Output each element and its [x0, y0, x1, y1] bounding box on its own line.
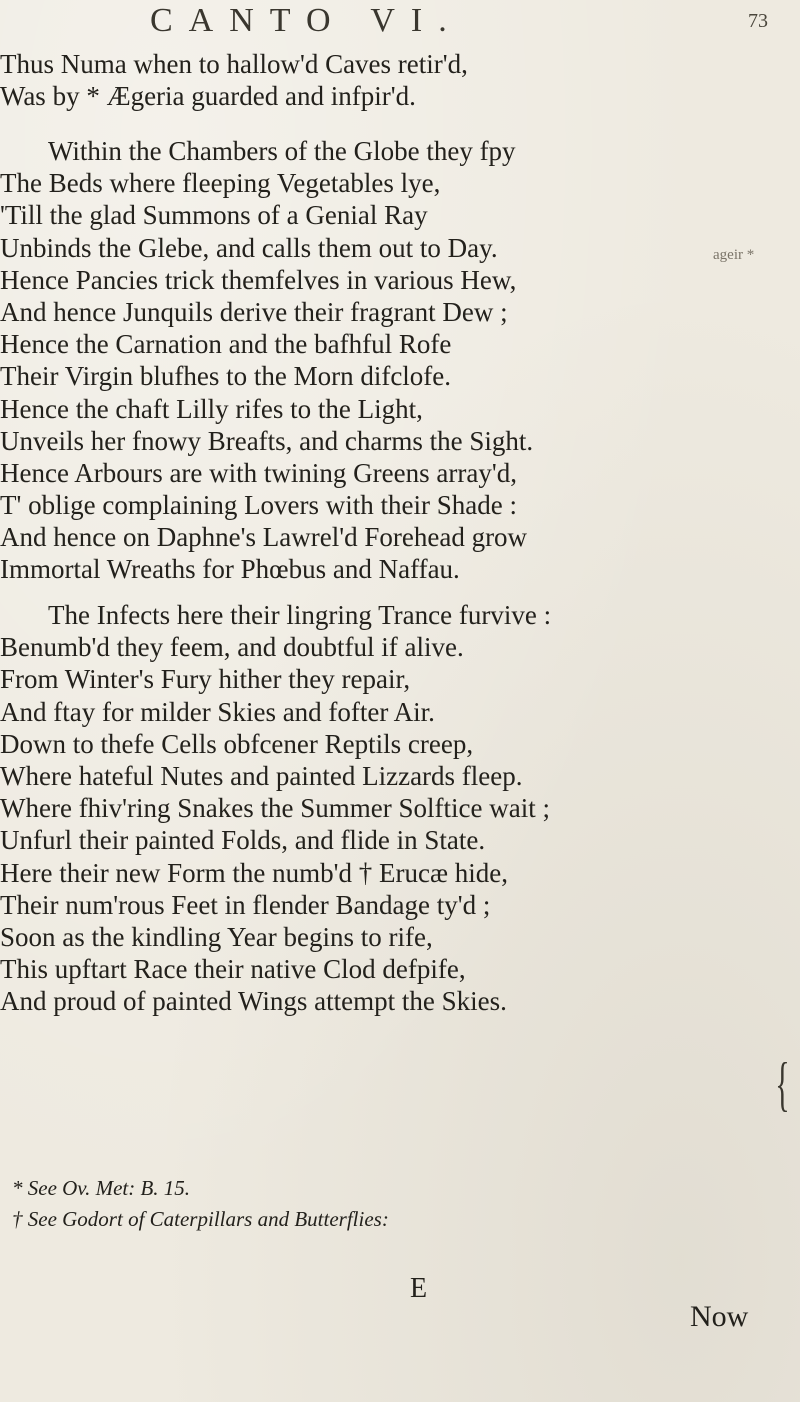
page-header [0, 0, 800, 46]
verse-line: T' oblige complaining Lovers with their Shade : [0, 490, 518, 521]
stanza-3 [0, 599, 790, 1017]
verse-line: And ftay for milder Skies and fofter Air. [0, 696, 435, 727]
verse-line: Here their new Form the numb'd † Erucæ hide, [0, 857, 508, 888]
verse-line: Unbinds the Glebe, and calls them out to Day. [0, 232, 498, 263]
verse-line: And proud of painted Wings attempt the Skies. [0, 986, 507, 1017]
verse-line: Hence Pancies trick themfelves in various Hew, [0, 264, 517, 295]
footnote: † See Godort of Caterpillars and Butterflies: [12, 1207, 389, 1231]
verse-line: Within the Chambers of the Globe they fpy [48, 136, 516, 166]
stanza-2 [0, 135, 790, 586]
verse-line: Benumb'd they feem, and doubtful if alive. [0, 632, 464, 663]
signature-mark: E [410, 1273, 428, 1304]
verse-line: This upftart Race their native Clod defpife, [0, 954, 466, 985]
verse-line: Their Virgin blufhes to the Morn difclofe. [0, 361, 452, 392]
verse-line: And hence on Daphne's Lawrel'd Forehead grow [0, 522, 528, 553]
footnote: * See Ov. Met: B. 15. [12, 1176, 191, 1200]
verse-line: The Beds where fleeping Vegetables lye, [0, 168, 441, 199]
verse-line: Hence Arbours are with twining Greens array'd, [0, 457, 517, 488]
verse-line: Where hateful Nutes and painted Lizzards fleep. [0, 760, 523, 791]
catchword: Now [690, 1300, 749, 1333]
canto-title: CANTO VI. [150, 2, 463, 39]
verse-line: Thus Numa when to hallow'd Caves retir'd, [0, 49, 468, 79]
verse-line: Immortal Wreaths for Phœbus and Naffau. [0, 554, 460, 585]
verse-line: The Infects here their lingring Trance furvive : [48, 600, 552, 630]
verse-line: And hence Junquils derive their fragrant Dew ; [0, 296, 508, 327]
verse-line: Unveils her fnowy Breafts, and charms the Sight. [0, 425, 534, 456]
verse-line: Was by * Ægeria guarded and infpir'd. [0, 81, 416, 112]
margin-mark: ageir * [713, 247, 755, 263]
verse-line: Hence the chaft Lilly rifes to the Light, [0, 393, 423, 424]
page-number: 73 [748, 10, 768, 32]
footnotes [12, 1173, 732, 1235]
verse-line: Unfurl their painted Folds, and flide in State. [0, 825, 486, 856]
verse-line: Hence the Carnation and the bafhful Rofe [0, 329, 452, 360]
stanza-1 [0, 48, 790, 112]
verse-line: Where fhiv'ring Snakes the Summer Solftice wait ; [0, 793, 550, 824]
verse-line: 'Till the glad Summons of a Genial Ray [0, 200, 428, 231]
brace-mark: { [775, 1051, 790, 1117]
verse-line: Soon as the kindling Year begins to rife, [0, 921, 433, 952]
verse-line: Their num'rous Feet in flender Bandage ty'd ; [0, 889, 491, 920]
verse-line: From Winter's Fury hither they repair, [0, 664, 411, 695]
verse-line: Down to thefe Cells obfcener Reptils creep, [0, 728, 474, 759]
